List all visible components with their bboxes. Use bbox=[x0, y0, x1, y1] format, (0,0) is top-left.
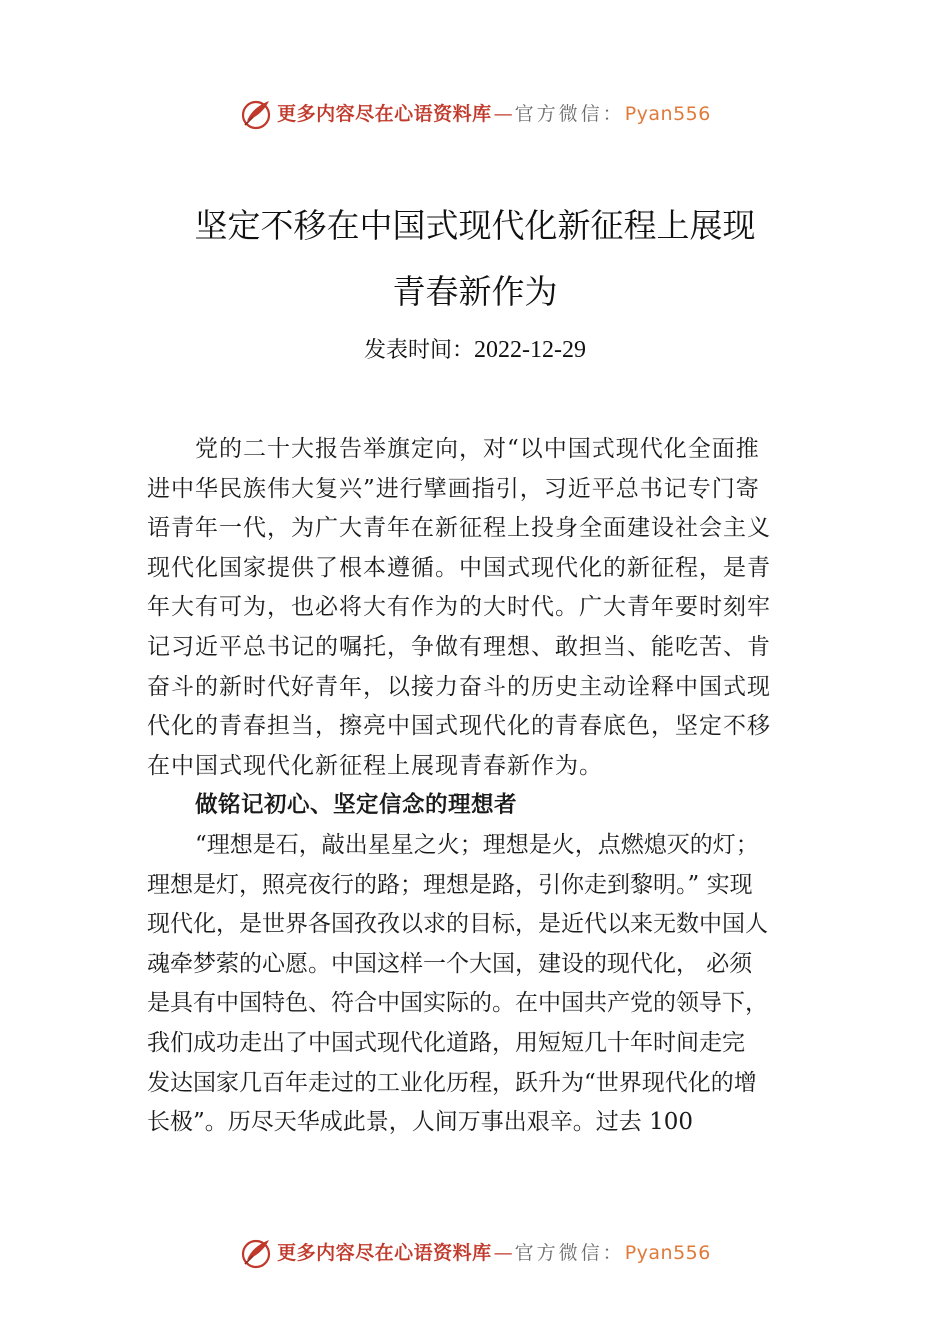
header-banner bbox=[0, 94, 950, 134]
body-line: 理想是灯，照亮夜行的路；理想是路，引你走到黎明。” 实现 bbox=[147, 871, 753, 898]
publish-date bbox=[0, 334, 950, 367]
body-line: 记习近平总书记的嘱托，争做有理想、敢担当、能吃苦、肯 bbox=[147, 633, 771, 660]
quill-logo-icon bbox=[239, 97, 273, 131]
banner-wechat-label: 官方微信： bbox=[514, 103, 625, 125]
body-line: 奋斗的新时代好青年，以接力奋斗的历史主动诠释中国式现 bbox=[147, 673, 771, 700]
body-line: 语青年一代，为广大青年在新征程上投身全面建设社会主义 bbox=[147, 515, 771, 542]
body-line: 年大有可为，也必将大有作为的大时代。广大青年要时刻牢 bbox=[147, 594, 771, 621]
section-heading: 做铭记初心、坚定信念的理想者 bbox=[195, 792, 518, 819]
banner-dash: — bbox=[493, 1242, 513, 1264]
banner-wechat-id: Pyan556 bbox=[624, 1242, 711, 1264]
footer-banner bbox=[0, 1233, 950, 1273]
publish-date-value: 2022-12-29 bbox=[474, 337, 586, 363]
document-body bbox=[147, 430, 827, 1143]
body-line: 在中国式现代化新征程上展现青春新作为。 bbox=[147, 752, 603, 779]
body-line: 现代化，是世界各国孜孜以求的目标，是近代以来无数中国人 bbox=[147, 911, 768, 938]
body-line: 党的二十大报告举旗定向，对“以中国式现代化全面推 bbox=[195, 436, 760, 462]
body-line: 魂牵梦萦的心愿。中国这样一个大国，建设的现代化， 必须 bbox=[147, 950, 753, 977]
body-line: 发达国家几百年走过的工业化历程，跃升为“世界现代化的增 bbox=[147, 1069, 757, 1096]
quill-logo-icon bbox=[239, 1236, 273, 1270]
body-line: 是具有中国特色、符合中国实际的。在中国共产党的领导下， bbox=[147, 990, 768, 1017]
banner-brand-text: 更多内容尽在心语资料库 bbox=[277, 103, 492, 125]
document-title-line-2: 青春新作为 bbox=[392, 272, 558, 311]
document-title-line-1: 坚定不移在中国式现代化新征程上展现 bbox=[194, 206, 756, 245]
body-line: 进中华民族伟大复兴”进行擘画指引，习近平总书记专门寄 bbox=[147, 475, 760, 502]
banner-brand-text: 更多内容尽在心语资料库 bbox=[277, 1242, 492, 1264]
body-line: 长极”。历尽天华成此景，人间万事出艰辛。过去 100 bbox=[147, 1109, 693, 1136]
banner-wechat-id: Pyan556 bbox=[624, 103, 711, 125]
body-line: 代化的青春担当，擦亮中国式现代化的青春底色，坚定不移 bbox=[147, 713, 771, 740]
body-line: 现代化国家提供了根本遵循。中国式现代化的新征程，是青 bbox=[147, 554, 771, 581]
body-line: “理想是石，敲出星星之火；理想是火，点燃熄灭的灯； bbox=[195, 831, 759, 858]
banner-dash: — bbox=[493, 103, 513, 125]
body-line: 我们成功走出了中国式现代化道路，用短短几十年时间走完 bbox=[147, 1029, 745, 1056]
banner-wechat-label: 官方微信： bbox=[514, 1242, 625, 1264]
publish-date-label: 发表时间： bbox=[364, 338, 475, 363]
